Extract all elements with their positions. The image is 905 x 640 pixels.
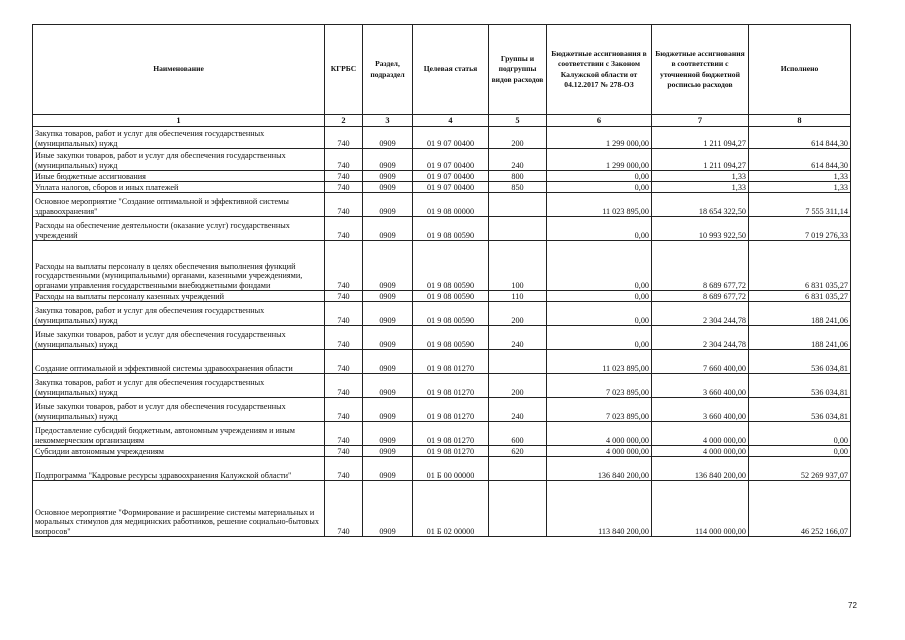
row-kgrbs: 740 <box>325 326 363 350</box>
row-law-amount: 0,00 <box>547 217 652 241</box>
table-body <box>33 127 851 537</box>
row-section: 0909 <box>363 422 413 446</box>
row-executed-amount: 6 831 035,27 <box>749 241 851 291</box>
row-executed-amount: 7 555 311,14 <box>749 193 851 217</box>
row-refined-amount: 2 304 244,78 <box>652 326 749 350</box>
row-target: 01 9 08 00000 <box>413 193 489 217</box>
row-kgrbs: 740 <box>325 374 363 398</box>
row-law-amount: 1 299 000,00 <box>547 127 652 149</box>
row-kgrbs: 740 <box>325 291 363 302</box>
row-law-amount: 7 023 895,00 <box>547 374 652 398</box>
row-kgrbs: 740 <box>325 241 363 291</box>
row-kgrbs: 740 <box>325 457 363 481</box>
column-number: 5 <box>489 115 547 127</box>
row-target: 01 Б 02 00000 <box>413 481 489 537</box>
row-name: Закупка товаров, работ и услуг для обеспечения государственных (муниципальных) нужд <box>33 302 325 326</box>
row-section: 0909 <box>363 398 413 422</box>
table-row <box>33 217 851 241</box>
row-target: 01 Б 00 00000 <box>413 457 489 481</box>
row-law-amount: 0,00 <box>547 241 652 291</box>
row-kgrbs: 740 <box>325 302 363 326</box>
row-target: 01 9 08 00590 <box>413 326 489 350</box>
row-name: Подпрограмма "Кадровые ресурсы здравоохранения Калужской области" <box>33 457 325 481</box>
row-kgrbs: 740 <box>325 481 363 537</box>
table-row <box>33 127 851 149</box>
table-row <box>33 374 851 398</box>
column-number: 3 <box>363 115 413 127</box>
row-law-amount: 0,00 <box>547 302 652 326</box>
row-section: 0909 <box>363 446 413 457</box>
row-executed-amount: 52 269 937,07 <box>749 457 851 481</box>
table-row <box>33 398 851 422</box>
row-law-amount: 136 840 200,00 <box>547 457 652 481</box>
row-name: Иные закупки товаров, работ и услуг для обеспечения государственных (муниципальных) нужд <box>33 149 325 171</box>
column-number: 8 <box>749 115 851 127</box>
row-group: 800 <box>489 171 547 182</box>
row-target: 01 9 08 01270 <box>413 398 489 422</box>
row-name: Основное мероприятие "Формирование и расширение системы материальных и моральных стимулов для медицинских работников, решение социально-бытовых вопросов" <box>33 481 325 537</box>
row-refined-amount: 2 304 244,78 <box>652 302 749 326</box>
row-executed-amount: 0,00 <box>749 422 851 446</box>
row-refined-amount: 18 654 322,50 <box>652 193 749 217</box>
header-name: Наименование <box>33 25 325 115</box>
row-section: 0909 <box>363 326 413 350</box>
row-group <box>489 217 547 241</box>
row-section: 0909 <box>363 149 413 171</box>
row-target: 01 9 08 00590 <box>413 291 489 302</box>
row-group: 600 <box>489 422 547 446</box>
row-law-amount: 0,00 <box>547 291 652 302</box>
row-refined-amount: 1 211 094,27 <box>652 127 749 149</box>
row-name: Основное мероприятие "Создание оптимальной и эффективной системы здравоохранения" <box>33 193 325 217</box>
column-number: 2 <box>325 115 363 127</box>
row-section: 0909 <box>363 302 413 326</box>
row-section: 0909 <box>363 291 413 302</box>
row-law-amount: 113 840 200,00 <box>547 481 652 537</box>
row-kgrbs: 740 <box>325 217 363 241</box>
row-executed-amount: 1,33 <box>749 171 851 182</box>
table-row <box>33 149 851 171</box>
table-row <box>33 326 851 350</box>
page-number: 72 <box>848 601 857 610</box>
row-section: 0909 <box>363 127 413 149</box>
row-section: 0909 <box>363 171 413 182</box>
column-number: 4 <box>413 115 489 127</box>
row-refined-amount: 136 840 200,00 <box>652 457 749 481</box>
row-group: 200 <box>489 374 547 398</box>
row-target: 01 9 08 00590 <box>413 241 489 291</box>
row-target: 01 9 08 01270 <box>413 446 489 457</box>
row-kgrbs: 740 <box>325 182 363 193</box>
row-section: 0909 <box>363 481 413 537</box>
table-row <box>33 171 851 182</box>
table-row <box>33 422 851 446</box>
row-name: Расходы на выплаты персоналу казенных учреждений <box>33 291 325 302</box>
header-refined: Бюджетные ассигнования в соответствии с уточненной бюджетной росписью расходов <box>652 25 749 115</box>
column-number: 6 <box>547 115 652 127</box>
row-section: 0909 <box>363 350 413 374</box>
table-row <box>33 446 851 457</box>
table-row <box>33 193 851 217</box>
header-executed: Исполнено <box>749 25 851 115</box>
row-refined-amount: 4 000 000,00 <box>652 446 749 457</box>
table-row <box>33 302 851 326</box>
table-row <box>33 457 851 481</box>
row-refined-amount: 3 660 400,00 <box>652 374 749 398</box>
row-name: Предоставление субсидий бюджетным, автономным учреждениям и иным некоммерческим организациям <box>33 422 325 446</box>
row-executed-amount: 188 241,06 <box>749 302 851 326</box>
row-executed-amount: 46 252 166,07 <box>749 481 851 537</box>
header-groups: Группы и подгруппы видов расходов <box>489 25 547 115</box>
row-kgrbs: 740 <box>325 149 363 171</box>
row-target: 01 9 07 00400 <box>413 149 489 171</box>
row-refined-amount: 3 660 400,00 <box>652 398 749 422</box>
row-group: 110 <box>489 291 547 302</box>
row-name: Уплата налогов, сборов и иных платежей <box>33 182 325 193</box>
table-row <box>33 481 851 537</box>
row-executed-amount: 614 844,30 <box>749 127 851 149</box>
table-row <box>33 182 851 193</box>
row-target: 01 9 07 00400 <box>413 182 489 193</box>
row-refined-amount: 1,33 <box>652 182 749 193</box>
row-target: 01 9 07 00400 <box>413 127 489 149</box>
row-name: Иные закупки товаров, работ и услуг для обеспечения государственных (муниципальных) нужд <box>33 398 325 422</box>
row-group <box>489 350 547 374</box>
row-name: Иные бюджетные ассигнования <box>33 171 325 182</box>
row-group: 240 <box>489 149 547 171</box>
row-refined-amount: 1 211 094,27 <box>652 149 749 171</box>
row-name: Расходы на выплаты персоналу в целях обеспечения выполнения функций государственными (муниципальными) органами, казенными учреждениями, органами управления государственными внебюджетными фондами <box>33 241 325 291</box>
header-kgrbs: КГРБС <box>325 25 363 115</box>
row-group <box>489 193 547 217</box>
table-row <box>33 291 851 302</box>
table-row <box>33 350 851 374</box>
row-law-amount: 0,00 <box>547 326 652 350</box>
header-row <box>33 25 851 115</box>
row-executed-amount: 1,33 <box>749 182 851 193</box>
row-section: 0909 <box>363 217 413 241</box>
column-number-row <box>33 115 851 127</box>
row-section: 0909 <box>363 241 413 291</box>
row-name: Создание оптимальной и эффективной системы здравоохранения области <box>33 350 325 374</box>
row-name: Закупка товаров, работ и услуг для обеспечения государственных (муниципальных) нужд <box>33 127 325 149</box>
row-law-amount: 11 023 895,00 <box>547 193 652 217</box>
header-section: Раздел, подраздел <box>363 25 413 115</box>
row-refined-amount: 114 000 000,00 <box>652 481 749 537</box>
row-executed-amount: 0,00 <box>749 446 851 457</box>
row-executed-amount: 188 241,06 <box>749 326 851 350</box>
row-kgrbs: 740 <box>325 422 363 446</box>
row-section: 0909 <box>363 193 413 217</box>
column-number: 1 <box>33 115 325 127</box>
row-name: Субсидии автономным учреждениям <box>33 446 325 457</box>
row-section: 0909 <box>363 457 413 481</box>
row-target: 01 9 08 00590 <box>413 302 489 326</box>
row-kgrbs: 740 <box>325 446 363 457</box>
row-group: 620 <box>489 446 547 457</box>
row-group <box>489 457 547 481</box>
row-executed-amount: 7 019 276,33 <box>749 217 851 241</box>
row-kgrbs: 740 <box>325 398 363 422</box>
row-executed-amount: 614 844,30 <box>749 149 851 171</box>
row-target: 01 9 08 00590 <box>413 217 489 241</box>
row-kgrbs: 740 <box>325 127 363 149</box>
row-group: 240 <box>489 398 547 422</box>
row-target: 01 9 07 00400 <box>413 171 489 182</box>
row-group: 200 <box>489 127 547 149</box>
header-target: Целевая статья <box>413 25 489 115</box>
budget-table <box>32 24 851 537</box>
row-refined-amount: 4 000 000,00 <box>652 422 749 446</box>
header-law: Бюджетные ассигнования в соответствии с Законом Калужской области от 04.12.2017 № 278-ОЗ <box>547 25 652 115</box>
row-executed-amount: 536 034,81 <box>749 374 851 398</box>
row-section: 0909 <box>363 182 413 193</box>
row-executed-amount: 536 034,81 <box>749 350 851 374</box>
row-group: 100 <box>489 241 547 291</box>
row-name: Иные закупки товаров, работ и услуг для обеспечения государственных (муниципальных) нужд <box>33 326 325 350</box>
row-law-amount: 4 000 000,00 <box>547 446 652 457</box>
row-kgrbs: 740 <box>325 350 363 374</box>
row-law-amount: 4 000 000,00 <box>547 422 652 446</box>
row-executed-amount: 536 034,81 <box>749 398 851 422</box>
row-kgrbs: 740 <box>325 193 363 217</box>
row-section: 0909 <box>363 374 413 398</box>
column-number: 7 <box>652 115 749 127</box>
row-group: 850 <box>489 182 547 193</box>
row-kgrbs: 740 <box>325 171 363 182</box>
row-group <box>489 481 547 537</box>
table-row <box>33 241 851 291</box>
row-target: 01 9 08 01270 <box>413 350 489 374</box>
row-refined-amount: 8 689 677,72 <box>652 291 749 302</box>
row-law-amount: 11 023 895,00 <box>547 350 652 374</box>
row-refined-amount: 10 993 922,50 <box>652 217 749 241</box>
row-refined-amount: 1,33 <box>652 171 749 182</box>
row-refined-amount: 8 689 677,72 <box>652 241 749 291</box>
row-law-amount: 1 299 000,00 <box>547 149 652 171</box>
row-name: Закупка товаров, работ и услуг для обеспечения государственных (муниципальных) нужд <box>33 374 325 398</box>
row-law-amount: 0,00 <box>547 171 652 182</box>
row-executed-amount: 6 831 035,27 <box>749 291 851 302</box>
row-target: 01 9 08 01270 <box>413 422 489 446</box>
row-refined-amount: 7 660 400,00 <box>652 350 749 374</box>
row-group: 200 <box>489 302 547 326</box>
row-law-amount: 7 023 895,00 <box>547 398 652 422</box>
row-group: 240 <box>489 326 547 350</box>
row-name: Расходы на обеспечение деятельности (оказание услуг) государственных учреждений <box>33 217 325 241</box>
row-target: 01 9 08 01270 <box>413 374 489 398</box>
row-law-amount: 0,00 <box>547 182 652 193</box>
